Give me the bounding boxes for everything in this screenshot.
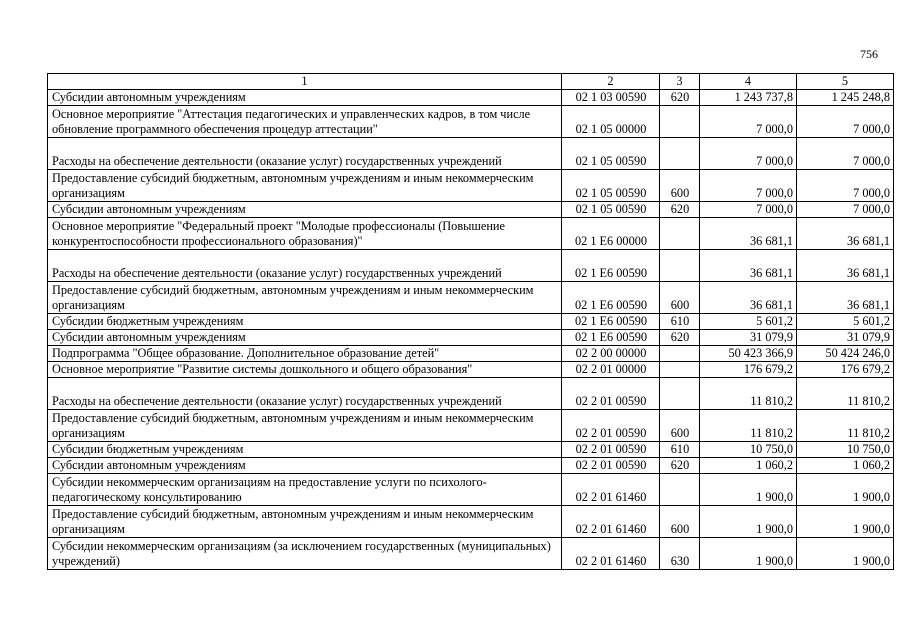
row-value-col4-cell: 11 810,2 — [700, 378, 797, 410]
row-value-col4-cell: 36 681,1 — [700, 218, 797, 250]
row-value-col4-cell: 7 000,0 — [700, 170, 797, 202]
header-cell-1: 1 — [48, 74, 562, 90]
row-code-cell: 02 2 01 61460 — [562, 506, 660, 538]
row-value-col4-cell: 1 900,0 — [700, 538, 797, 570]
row-name-cell: Субсидии автономным учреждениям — [48, 90, 562, 106]
row-type-cell: 620 — [660, 90, 700, 106]
row-value-col5-cell: 50 424 246,0 — [797, 346, 894, 362]
row-name-cell: Основное мероприятие "Аттестация педагогических и управленческих кадров, в том числе обновление программного обеспечения процедур аттестации" — [48, 106, 562, 138]
row-code-cell: 02 1 05 00590 — [562, 202, 660, 218]
row-name-cell: Субсидии автономным учреждениям — [48, 458, 562, 474]
table-row — [48, 474, 894, 506]
row-value-col5-cell: 1 900,0 — [797, 474, 894, 506]
row-value-col5-cell: 1 060,2 — [797, 458, 894, 474]
row-type-cell: 620 — [660, 458, 700, 474]
row-type-cell — [660, 106, 700, 138]
row-value-col5-cell: 176 679,2 — [797, 362, 894, 378]
row-code-cell: 02 1 Е6 00000 — [562, 218, 660, 250]
table-row — [48, 378, 894, 410]
row-code-cell: 02 1 05 00000 — [562, 106, 660, 138]
row-name-cell: Субсидии бюджетным учреждениям — [48, 442, 562, 458]
row-value-col4-cell: 1 900,0 — [700, 474, 797, 506]
row-type-cell: 610 — [660, 442, 700, 458]
row-name-cell: Расходы на обеспечение деятельности (оказание услуг) государственных учреждений — [48, 250, 562, 282]
row-value-col4-cell: 36 681,1 — [700, 250, 797, 282]
row-type-cell — [660, 346, 700, 362]
row-type-cell — [660, 218, 700, 250]
row-code-cell: 02 2 01 61460 — [562, 474, 660, 506]
row-name-cell: Подпрограмма "Общее образование. Дополнительное образование детей" — [48, 346, 562, 362]
table-row — [48, 170, 894, 202]
row-value-col5-cell: 36 681,1 — [797, 250, 894, 282]
header-cell-5: 5 — [797, 74, 894, 90]
row-value-col5-cell: 1 900,0 — [797, 506, 894, 538]
row-value-col4-cell: 7 000,0 — [700, 202, 797, 218]
table-row — [48, 506, 894, 538]
row-code-cell: 02 2 01 61460 — [562, 538, 660, 570]
table-body — [48, 90, 894, 570]
row-type-cell — [660, 138, 700, 170]
row-value-col5-cell: 36 681,1 — [797, 218, 894, 250]
table-row — [48, 218, 894, 250]
row-value-col5-cell: 11 810,2 — [797, 378, 894, 410]
row-code-cell: 02 1 Е6 00590 — [562, 314, 660, 330]
row-value-col4-cell: 36 681,1 — [700, 282, 797, 314]
page-number: 756 — [860, 47, 878, 61]
row-name-cell: Предоставление субсидий бюджетным, автономным учреждениям и иным некоммерческим организациям — [48, 282, 562, 314]
row-value-col4-cell: 176 679,2 — [700, 362, 797, 378]
row-name-cell: Расходы на обеспечение деятельности (оказание услуг) государственных учреждений — [48, 138, 562, 170]
row-name-cell: Субсидии некоммерческим организациям на предоставление услуги по психолого-педагогическому консультированию — [48, 474, 562, 506]
table-row — [48, 282, 894, 314]
row-code-cell: 02 2 01 00590 — [562, 442, 660, 458]
row-name-cell: Расходы на обеспечение деятельности (оказание услуг) государственных учреждений — [48, 378, 562, 410]
row-name-cell: Предоставление субсидий бюджетным, автономным учреждениям и иным некоммерческим организациям — [48, 506, 562, 538]
row-name-cell: Основное мероприятие "Развитие системы дошкольного и общего образования" — [48, 362, 562, 378]
table-row — [48, 410, 894, 442]
row-value-col4-cell: 31 079,9 — [700, 330, 797, 346]
row-name-cell: Предоставление субсидий бюджетным, автономным учреждениям и иным некоммерческим организациям — [48, 410, 562, 442]
table-row — [48, 106, 894, 138]
row-value-col5-cell: 5 601,2 — [797, 314, 894, 330]
row-code-cell: 02 1 03 00590 — [562, 90, 660, 106]
row-type-cell: 630 — [660, 538, 700, 570]
row-code-cell: 02 1 Е6 00590 — [562, 282, 660, 314]
table-row — [48, 442, 894, 458]
row-type-cell: 600 — [660, 170, 700, 202]
row-type-cell — [660, 250, 700, 282]
table-row — [48, 250, 894, 282]
row-value-col5-cell: 7 000,0 — [797, 202, 894, 218]
row-name-cell: Предоставление субсидий бюджетным, автономным учреждениям и иным некоммерческим организациям — [48, 170, 562, 202]
row-type-cell: 610 — [660, 314, 700, 330]
row-type-cell — [660, 362, 700, 378]
row-type-cell: 620 — [660, 330, 700, 346]
row-code-cell: 02 2 00 00000 — [562, 346, 660, 362]
table-row — [48, 458, 894, 474]
row-type-cell: 620 — [660, 202, 700, 218]
budget-table — [47, 73, 894, 570]
row-code-cell: 02 2 01 00590 — [562, 410, 660, 442]
row-code-cell: 02 2 01 00000 — [562, 362, 660, 378]
row-value-col4-cell: 1 060,2 — [700, 458, 797, 474]
table-row — [48, 346, 894, 362]
row-code-cell: 02 1 Е6 00590 — [562, 330, 660, 346]
table-row — [48, 138, 894, 170]
table-row — [48, 538, 894, 570]
row-value-col4-cell: 7 000,0 — [700, 138, 797, 170]
header-cell-3: 3 — [660, 74, 700, 90]
row-value-col5-cell: 36 681,1 — [797, 282, 894, 314]
row-value-col5-cell: 1 900,0 — [797, 538, 894, 570]
row-code-cell: 02 2 01 00590 — [562, 458, 660, 474]
header-row — [48, 74, 894, 90]
row-code-cell: 02 2 01 00590 — [562, 378, 660, 410]
row-value-col5-cell: 1 245 248,8 — [797, 90, 894, 106]
row-value-col4-cell: 50 423 366,9 — [700, 346, 797, 362]
row-code-cell: 02 1 05 00590 — [562, 138, 660, 170]
table-row — [48, 90, 894, 106]
row-value-col4-cell: 7 000,0 — [700, 106, 797, 138]
row-value-col5-cell: 31 079,9 — [797, 330, 894, 346]
row-name-cell: Основное мероприятие "Федеральный проект "Молодые профессионалы (Повышение конкурентоспособности профессионального образования)" — [48, 218, 562, 250]
row-value-col4-cell: 11 810,2 — [700, 410, 797, 442]
row-name-cell: Субсидии автономным учреждениям — [48, 330, 562, 346]
row-type-cell: 600 — [660, 506, 700, 538]
row-code-cell: 02 1 Е6 00590 — [562, 250, 660, 282]
table-row — [48, 362, 894, 378]
table-row — [48, 330, 894, 346]
row-code-cell: 02 1 05 00590 — [562, 170, 660, 202]
row-name-cell: Субсидии некоммерческим организациям (за исключением государственных (муниципальных) учреждений) — [48, 538, 562, 570]
header-cell-4: 4 — [700, 74, 797, 90]
table-row — [48, 314, 894, 330]
header-cell-2: 2 — [562, 74, 660, 90]
row-type-cell — [660, 474, 700, 506]
row-value-col4-cell: 5 601,2 — [700, 314, 797, 330]
row-value-col4-cell: 10 750,0 — [700, 442, 797, 458]
row-type-cell — [660, 378, 700, 410]
row-value-col5-cell: 7 000,0 — [797, 106, 894, 138]
row-name-cell: Субсидии бюджетным учреждениям — [48, 314, 562, 330]
table-row — [48, 202, 894, 218]
row-value-col5-cell: 11 810,2 — [797, 410, 894, 442]
row-name-cell: Субсидии автономным учреждениям — [48, 202, 562, 218]
row-type-cell: 600 — [660, 410, 700, 442]
row-value-col5-cell: 7 000,0 — [797, 138, 894, 170]
row-value-col4-cell: 1 900,0 — [700, 506, 797, 538]
row-value-col4-cell: 1 243 737,8 — [700, 90, 797, 106]
row-value-col5-cell: 10 750,0 — [797, 442, 894, 458]
row-type-cell: 600 — [660, 282, 700, 314]
row-value-col5-cell: 7 000,0 — [797, 170, 894, 202]
